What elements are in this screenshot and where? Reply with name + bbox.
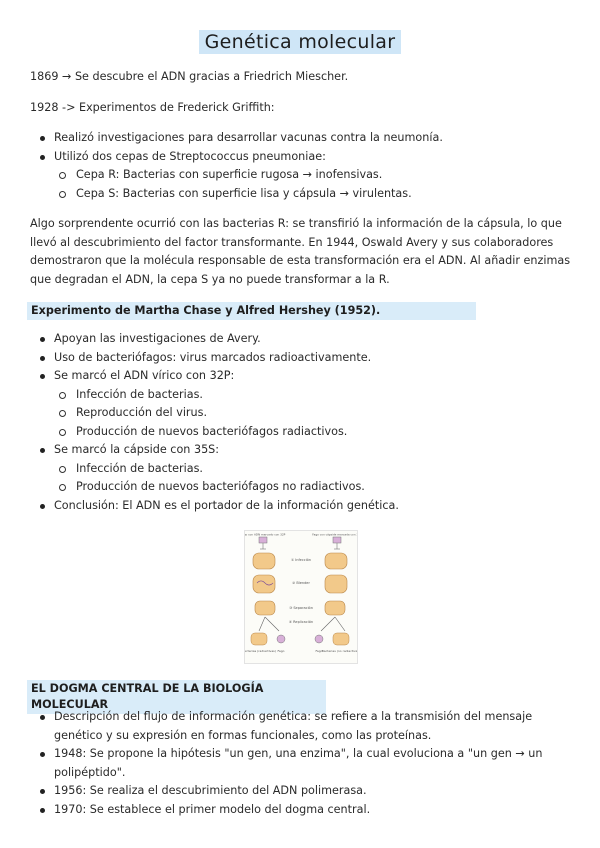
- list-item: Apoyan las investigaciones de Avery.: [38, 330, 578, 349]
- sub-list-item: Infección de bacterias.: [38, 460, 578, 479]
- sub-list-item: Producción de nuevos bacteriófagos no radiactivos.: [38, 478, 578, 497]
- hershey-chase-figure: [244, 530, 358, 664]
- list-item: Se marcó el ADN vírico con 32P:: [38, 367, 578, 386]
- chase-hershey-list: [38, 330, 578, 515]
- phage-icon: [315, 635, 323, 643]
- line-1869: 1869 → Se descubre el ADN gracias a Friedrich Miescher.: [30, 70, 349, 83]
- sub-list-item: Reproducción del virus.: [38, 404, 578, 423]
- step-label: ④ Replicación: [288, 620, 314, 624]
- list-item: 1970: Se establece el primer modelo del dogma central.: [38, 801, 578, 820]
- figure-label: Fago: [315, 649, 323, 653]
- page-title: Genética molecular: [199, 30, 402, 54]
- bacterium-cell: [255, 601, 275, 615]
- sub-list-item: Infección de bacterias.: [38, 386, 578, 405]
- list-item: Se marcó la cápside con 35S:: [38, 441, 578, 460]
- list-item: Descripción del flujo de información genética: se refiere a la transmisión del mensaje genético y su expresión en formas funcionales, como las proteínas.: [38, 708, 578, 745]
- step-label: ③ Separación: [289, 606, 313, 610]
- list-item: Realizó investigaciones para desarrollar vacunas contra la neumonía.: [38, 129, 578, 148]
- list-item: Conclusión: El ADN es el portador de la información genética.: [38, 497, 578, 516]
- title-wrap: [0, 30, 600, 54]
- dogma-list: [38, 708, 578, 819]
- sub-list-item: Cepa R: Bacterias con superficie rugosa → inofensivas.: [38, 166, 578, 185]
- sub-list-item: Producción de nuevos bacteriófagos radiactivos.: [38, 423, 578, 442]
- bacterium-cell: [333, 633, 349, 645]
- phage-icon: [333, 537, 341, 549]
- paragraph-transformation: Algo sorprendente ocurrió con las bacterias R: se transfirió la información de la cápsula, lo que llevó al descubrimiento del factor transformante. En 1944, Oswald Avery y sus colaboradores demostraron que la molécula responsable de esta transformación era el ADN. Al añadir enzimas que degradan el ADN, la cepa S ya no puede transformar a la R.: [30, 217, 571, 286]
- step-label: ① Infección: [290, 558, 312, 562]
- list-item: Uso de bacteriófagos: virus marcados radioactivamente.: [38, 349, 578, 368]
- bacterium-cell: [251, 633, 267, 645]
- griffith-list: [38, 129, 578, 203]
- list-item: 1948: Se propone la hipótesis "un gen, una enzima", la cual evoluciona a "un gen → un polipéptido".: [38, 745, 578, 782]
- section-heading-chase-hershey: [27, 302, 476, 320]
- figure-label: Fago con ADN marcado con 32P: [245, 532, 286, 537]
- bacterium-cell: [325, 575, 347, 593]
- line-1928: 1928 -> Experimentos de Frederick Griffith:: [30, 101, 275, 114]
- bacterium-cell: [253, 553, 275, 569]
- phage-icon: [259, 537, 267, 549]
- figure-label: Fago: [277, 649, 285, 653]
- step-label: ② Blender: [292, 581, 310, 585]
- figure-label: Fago con cápside marcada con 35S: [312, 532, 357, 537]
- figure-label: Bacterias (radiactivas): [245, 649, 276, 653]
- list-item: 1956: Se realiza el descubrimiento del ADN polimerasa.: [38, 782, 578, 801]
- phage-icon: [277, 635, 285, 643]
- section-heading-text: Experimento de Martha Chase y Alfred Hershey (1952).: [27, 302, 476, 320]
- list-item: Utilizó dos cepas de Streptococcus pneumoniae:: [38, 148, 578, 167]
- bacterium-cell: [325, 601, 345, 615]
- figure-label: Bacterias (no radiactivas): [321, 649, 357, 653]
- experiment-diagram: [245, 531, 357, 663]
- sub-list-item: Cepa S: Bacterias con superficie lisa y cápsula → virulentas.: [38, 185, 578, 204]
- section-heading-text: EL DOGMA CENTRAL DE LA BIOLOGÍA MOLECULAR: [27, 680, 326, 714]
- bacterium-cell: [325, 553, 347, 569]
